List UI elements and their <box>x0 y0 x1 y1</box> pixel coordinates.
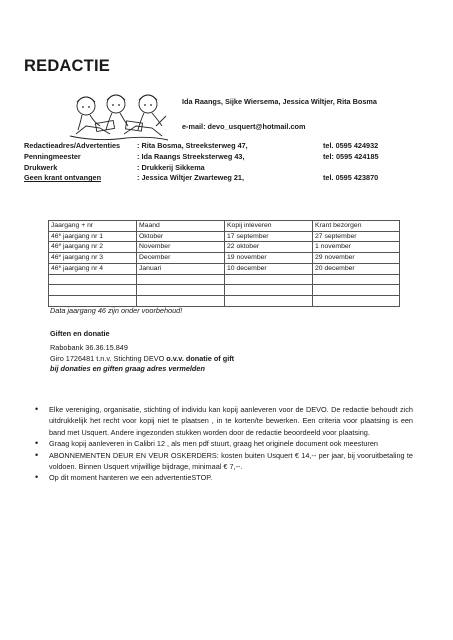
table-header-row <box>49 221 400 232</box>
contact-person: : Drukkerij Sikkema <box>137 162 205 172</box>
table-cell: November <box>137 242 225 253</box>
list-item: • Op dit moment hanteren we een advertentieSTOP. <box>35 472 413 483</box>
editors-names: Ida Raangs, Sijke Wiersema, Jessica Wiltjer, Rita Bosma <box>182 97 377 106</box>
rabobank-account: Rabobank 36.36.15.849 <box>50 343 128 353</box>
table-cell: 46e jaargang nr 4 <box>49 263 137 274</box>
redactie-team-illustration <box>66 86 172 146</box>
list-item: • ABONNEMENTEN DEUR EN VEUR OSKERDERS: kosten buiten Usquert € 14,-- per jaar, bij vooruitbetaling te voldoen. Binnen Usquert vrijwillige bijdrage, minimaal € 7,--. <box>35 450 413 473</box>
contact-person: : Jessica Wiltjer Zwarteweg 21, <box>137 173 245 183</box>
table-cell: 19 november <box>225 253 313 264</box>
table-cell: 46e jaargang nr 2 <box>49 242 137 253</box>
contact-role: Geen krant ontvangen <box>24 173 102 183</box>
table-cell: 46e jaargang nr 3 <box>49 253 137 264</box>
contact-phone: tel. 0595 423870 <box>323 173 379 183</box>
contact-role: Redactieadres/Advertenties <box>24 141 121 150</box>
table-cell: December <box>137 253 225 264</box>
schedule-table <box>48 220 400 307</box>
donation-heading: Giften en donatie <box>50 329 110 338</box>
table-cell: 27 september <box>313 231 400 242</box>
table-row-empty <box>49 274 400 285</box>
donation-note: bij donaties en giften graag adres vermelden <box>50 363 205 373</box>
table-cell: 10 december <box>225 263 313 274</box>
table-cell: 20 december <box>313 263 400 274</box>
contact-phone: tel. 0595 424932 <box>323 141 379 150</box>
table-row <box>49 231 400 242</box>
contact-role: Penningmeester <box>24 151 81 161</box>
column-header: Maand <box>137 221 225 232</box>
info-bullet-list <box>35 404 413 484</box>
table-row <box>49 263 400 274</box>
table-cell: Oktober <box>137 231 225 242</box>
list-item: • Graag kopij aanleveren in Calibri 12 , als men pdf stuurt, graag het originele document ook meesturen <box>35 438 413 449</box>
donation-section <box>50 329 234 374</box>
column-header: Kopij inleveren <box>225 221 313 232</box>
contact-phone: tel: 0595 424185 <box>323 151 379 161</box>
table-cell: 22 oktober <box>225 242 313 253</box>
contact-role: Drukwerk <box>24 162 58 172</box>
table-row <box>49 242 400 253</box>
schedule-note: Data jaargang 46 zijn onder voorbehoud! <box>50 306 183 315</box>
list-item: • Elke vereniging, organisatie, stichting of individu kan kopij aanleveren voor de DEVO. De redactie behoudt zich uitdrukkelijk het recht voor kopij niet te plaatsen , in te korten/te bewerken. Een criteria voor plaatsing is een band met Usquert. Andere ingezonden stukken worden door de redactie beoordeeld voor plaatsing. <box>35 404 413 438</box>
table-row <box>49 253 400 264</box>
contact-person: : Ida Raangs Streeksterweg 43, <box>137 151 245 161</box>
table-cell: 1 november <box>313 242 400 253</box>
table-row-empty <box>49 295 400 306</box>
table-cell: 46e jaargang nr 1 <box>49 231 137 242</box>
giro-account: Giro 1726481 t.n.v. Stichting DEVO o.v.v. donatie of gift <box>50 353 235 363</box>
editors-email: e-mail: devo_usquert@hotmail.com <box>182 122 306 131</box>
table-cell: 29 november <box>313 253 400 264</box>
column-header: Krant bezorgen <box>313 221 400 232</box>
contact-person: : Rita Bosma, Streeksterweg 47, <box>137 141 248 150</box>
column-header: Jaargang + nr <box>49 221 137 232</box>
table-cell: Januari <box>137 263 225 274</box>
page-title: REDACTIE <box>24 57 110 75</box>
table-cell: 17 september <box>225 231 313 242</box>
table-row-empty <box>49 285 400 296</box>
